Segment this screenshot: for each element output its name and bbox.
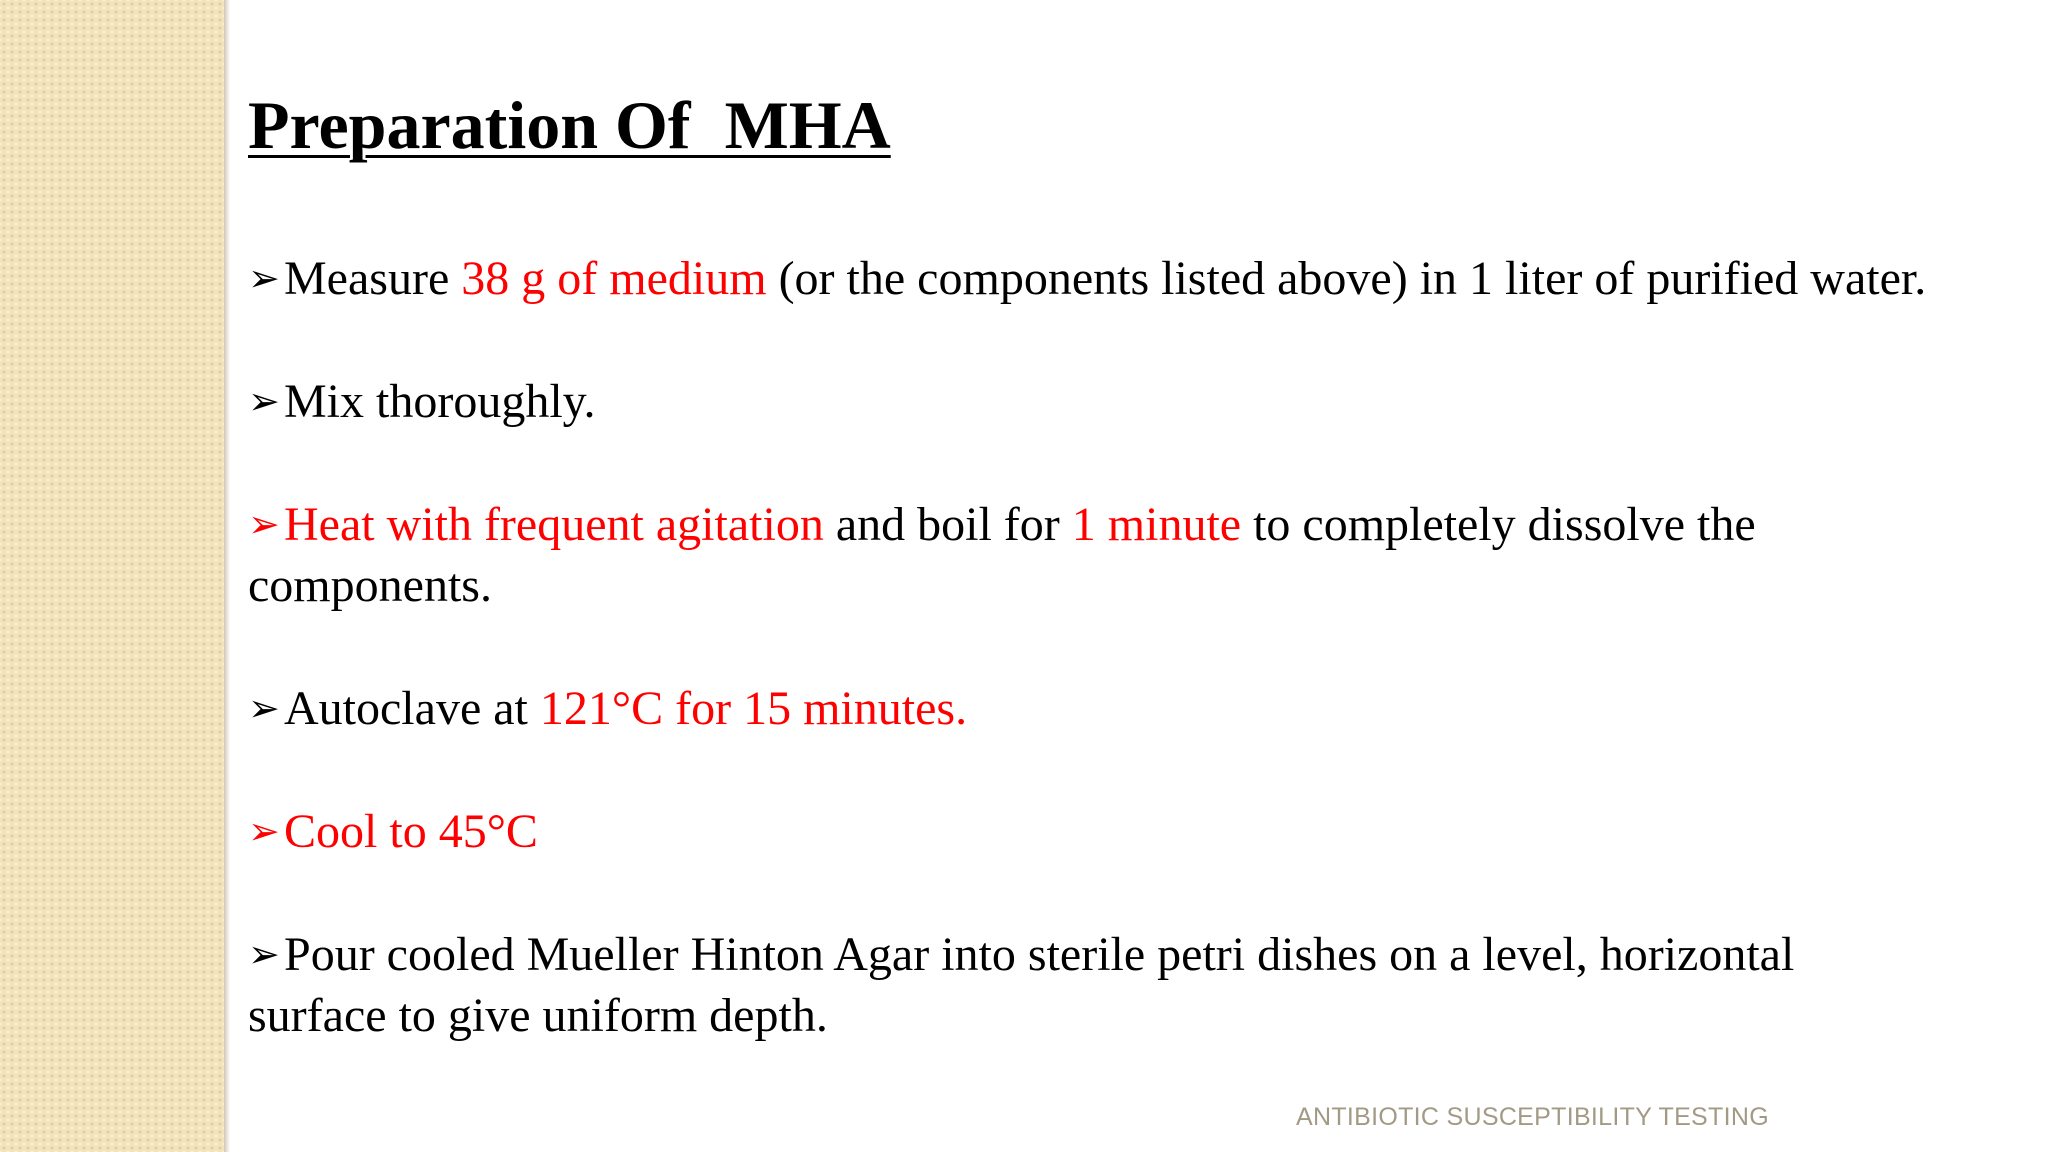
bullet-list <box>248 248 1938 1108</box>
bullet-item <box>248 494 1938 616</box>
arrow-bullet-icon: ➢ <box>248 686 280 730</box>
bullet-item <box>248 678 1938 739</box>
bullet-text: Pour cooled Mueller Hinton Agar into sterile petri dishes on a level, horizontal surface to give uniform depth. <box>248 928 1795 1042</box>
highlighted-text: 38 g of medium <box>461 252 767 305</box>
bullet-text: and boil for <box>823 498 1072 551</box>
side-band-shadow <box>224 0 230 1152</box>
bullet-text: to completely dissolve the components. <box>248 498 1756 612</box>
highlighted-text: 121°C for 15 minutes. <box>539 682 968 735</box>
slide-footer: ANTIBIOTIC SUSCEPTIBILITY TESTING <box>1296 1103 1769 1131</box>
arrow-bullet-icon: ➢ <box>248 379 280 423</box>
bullet-text: (or the components listed above) in 1 liter of purified water. <box>766 252 1927 305</box>
decorative-side-band <box>0 0 224 1152</box>
slide-title: Preparation Of MHA <box>248 87 891 163</box>
slide-content <box>248 0 1938 1152</box>
arrow-bullet-icon: ➢ <box>248 809 280 853</box>
highlighted-text: 1 minute <box>1071 498 1242 551</box>
bullet-item <box>248 248 1938 309</box>
bullet-text: Mix thoroughly. <box>284 375 596 428</box>
bullet-text: Autoclave at <box>284 682 540 735</box>
arrow-bullet-icon: ➢ <box>248 256 280 300</box>
arrow-bullet-icon: ➢ <box>248 502 280 546</box>
highlighted-text: Heat with frequent agitation <box>284 498 824 551</box>
bullet-text: Measure <box>284 252 462 305</box>
bullet-item <box>248 371 1938 432</box>
arrow-bullet-icon: ➢ <box>248 932 280 976</box>
highlighted-text: Cool to 45°C <box>284 805 538 858</box>
bullet-item <box>248 924 1938 1046</box>
bullet-item <box>248 801 1938 862</box>
